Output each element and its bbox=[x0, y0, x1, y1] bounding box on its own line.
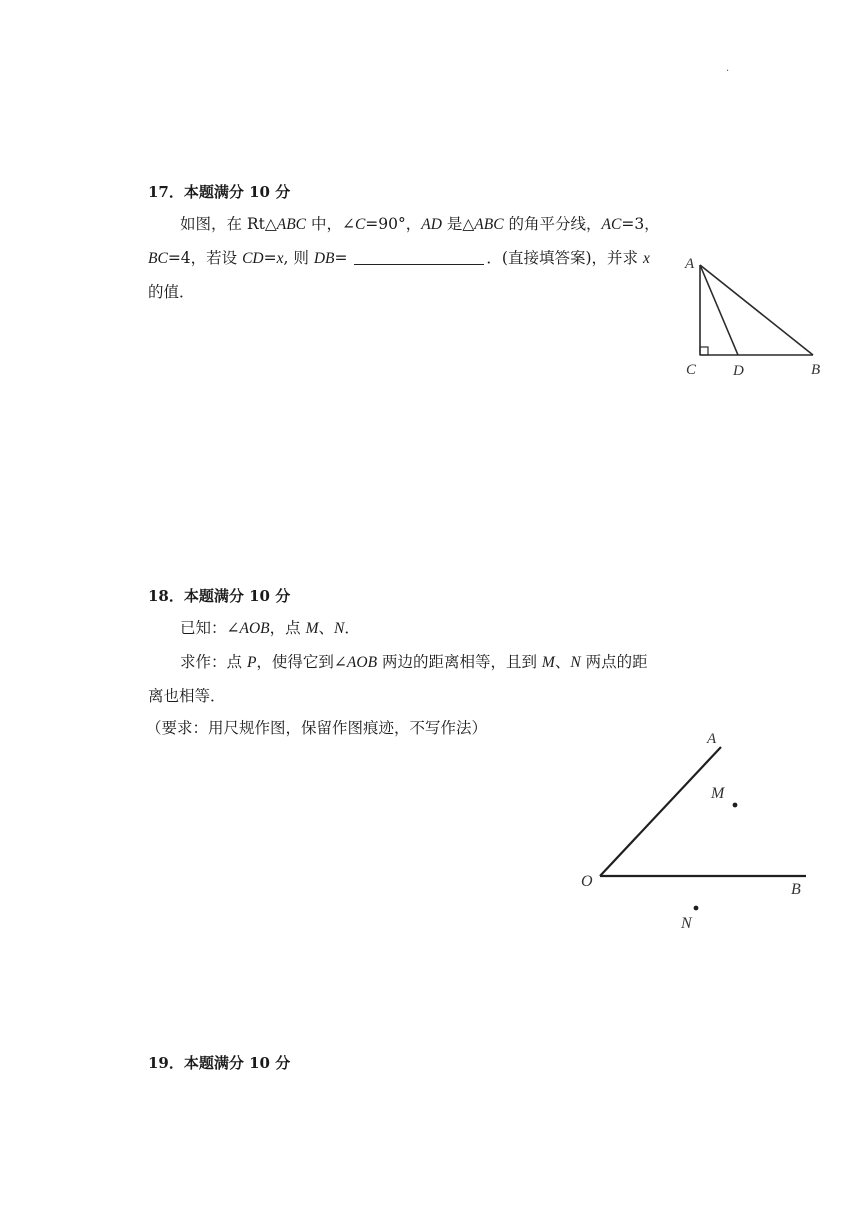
q18-title: 18．本题满分 10 分 bbox=[148, 587, 291, 605]
q18-line-2: 求作：点 P，使得它到∠AOB 两边的距离相等，且到 M、N 两点的距 bbox=[180, 653, 648, 671]
label-A: A bbox=[707, 731, 717, 747]
label-A: A bbox=[685, 256, 695, 272]
q17-line-2: BC=4，若设 CD=x, 则 DB= ．(直接填答案)，并求 x bbox=[148, 249, 650, 267]
q17-title: 17．本题满分 10 分 bbox=[148, 183, 291, 201]
label-B: B bbox=[811, 362, 821, 378]
q17-triangle-figure bbox=[680, 252, 821, 379]
label-D: D bbox=[733, 363, 744, 379]
label-N: N bbox=[681, 915, 692, 932]
label-M: M bbox=[711, 785, 725, 802]
q17-line-1: 如图，在 Rt△ABC 中，∠C=90°，AD 是△ABC 的角平分线，AC=3， bbox=[180, 215, 660, 233]
q18-line-4: （要求：用尺规作图，保留作图痕迹，不写作法） bbox=[146, 719, 488, 737]
label-O: O bbox=[581, 873, 593, 890]
label-B: B bbox=[791, 881, 801, 898]
header-mark: · bbox=[726, 66, 730, 77]
q18-angle-figure bbox=[570, 725, 820, 935]
q18-line-1: 已知：∠AOB，点 M、N． bbox=[180, 619, 360, 637]
label-C: C bbox=[686, 362, 697, 378]
q19-title: 19．本题满分 10 分 bbox=[148, 1054, 291, 1072]
point-M bbox=[733, 803, 738, 808]
q17-line-3: 的值． bbox=[148, 283, 195, 301]
point-N bbox=[694, 906, 699, 911]
q18-line-3: 离也相等． bbox=[148, 687, 226, 705]
answer-blank[interactable] bbox=[354, 250, 484, 265]
